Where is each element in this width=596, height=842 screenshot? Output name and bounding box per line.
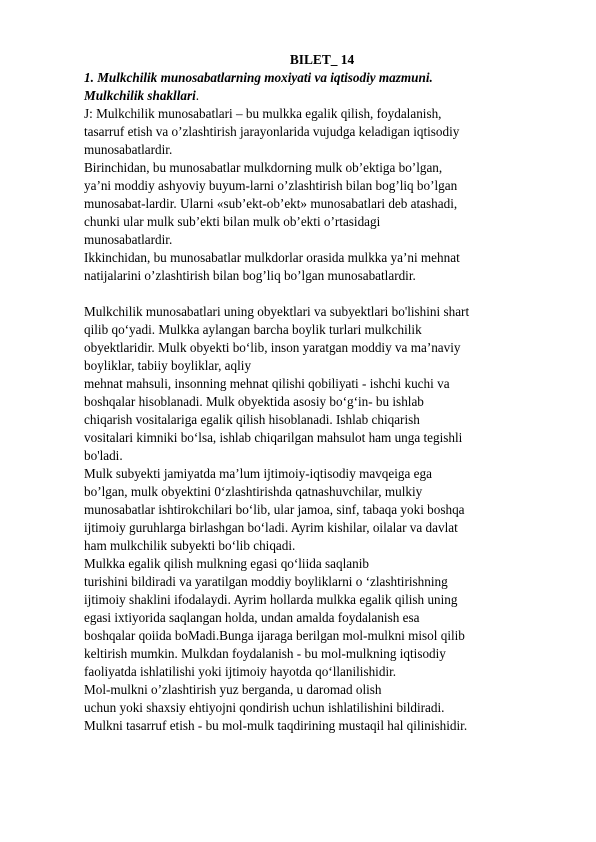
text-line: Mulkchilik munosabatlari uning obyektlari va subyektlari bo'lishini shart <box>84 304 470 319</box>
answer-paragraph-2 <box>84 303 560 735</box>
text-line: munosabatlar ishtirokchilari bo‘lib, ular jamoa, sinf, tabaqa yoki boshqa <box>84 502 465 517</box>
text-line: tasarruf etish va o’zlashtirish jarayonlarida vujudga keladigan iqtisodiy <box>84 124 460 139</box>
text-line: turishini bildiradi va yaratilgan moddiy boyliklarni o ‘zlashtirishning <box>84 574 448 589</box>
text-line: Birinchidan, bu munosabatlar mulkdorning mulk ob’ektiga bo’lgan, <box>84 160 443 175</box>
question-heading-line-2-text: Mulkchilik shakllari <box>84 88 196 103</box>
question-heading-line-1: 1. Mulkchilik munosabatlarning moxiyati va iqtisodiy mazmuni. <box>84 70 433 85</box>
text-line: keltirish mumkin. Mulkdan foydalanish - bu mol-mulkning iqtisodiy <box>84 646 446 661</box>
paragraph-gap <box>84 285 560 303</box>
text-line: chiqarish vositalariga egalik qilish hisoblanadi. Ishlab chiqarish <box>84 412 420 427</box>
text-line: munosabat-lardir. Ularni «sub’ekt-ob’ekt» munosabatlari deb atashadi, <box>84 196 458 211</box>
text-line: Mulkni tasarruf etish - bu mol-mulk taqdirining mustaqil hal qilinishidir. <box>84 718 468 733</box>
text-line: vositalari kimniki bo‘lsa, ishlab chiqarilgan mahsulot ham unga tegishli <box>84 430 463 445</box>
text-line: Mulkka egalik qilish mulkning egasi qo‘liida saqlanib <box>84 556 369 571</box>
text-line: boshqalar hisoblanadi. Mulk obyektida asosiy bo‘g‘in- bu ishlab <box>84 394 424 409</box>
ticket-title: BILET_ 14 <box>289 52 355 67</box>
text-line: Ikkinchidan, bu munosabatlar mulkdorlar orasida mulkka ya’ni mehnat <box>84 250 460 265</box>
text-line: uchun yoki shaxsiy ehtiyojni qondirish uchun ishlatilishini bildiradi. <box>84 700 445 715</box>
text-line: bo'ladi. <box>84 448 123 463</box>
text-line: ham mulkchilik subyekti bo‘lib chiqadi. <box>84 538 296 553</box>
text-line: boshqalar qoiida boMadi.Bunga ijaraga berilgan mol-mulkni misol qilib <box>84 628 465 643</box>
text-line: munosabatlardir. <box>84 142 173 157</box>
text-line: chunki ular mulk sub’ekti bilan mulk ob’ekti o’rtasidagi <box>84 214 381 229</box>
text-line: Mulk subyekti jamiyatda ma’lum ijtimoiy-iqtisodiy mavqeiga ega <box>84 466 432 481</box>
question-heading-line-2 <box>84 87 560 105</box>
question-heading <box>84 69 560 105</box>
text-line: Mol-mulkni o’zlashtirish yuz berganda, u daromad olish <box>84 682 382 697</box>
text-line: ijtimoiy shaklini ifodalaydi. Ayrim hollarda mulkka egalik qilish uning <box>84 592 458 607</box>
document-page <box>84 51 560 735</box>
text-line: natijalarini o’zlashtirish bilan bog’liq bo’lgan munosabatlardir. <box>84 268 416 283</box>
text-line: bo’lgan, mulk obyektini 0‘zlashtirishda qatnashuvchilar, mulkiy <box>84 484 423 499</box>
text-line: mehnat mahsuli, insonning mehnat qilishi qobiliyati - ishchi kuchi va <box>84 376 450 391</box>
text-line: ijtimoiy guruhlarga birlashgan bo‘ladi. Ayrim kishilar, oilalar va davlat <box>84 520 458 535</box>
text-line: ya’ni moddiy ashyoviy buyum-larni o’zlashtirish bilan bog’liq bo’lgan <box>84 178 458 193</box>
text-line: egasi ixtiyorida saqlangan holda, undan amalda foydalanish esa <box>84 610 420 625</box>
question-heading-line-2-tail: . <box>195 88 200 103</box>
text-line: faoliyatda ishlatilishi yoki ijtimoiy hayotda qo‘llanilishidir. <box>84 664 397 679</box>
text-line: obyektlaridir. Mulk obyekti bo‘lib, inson yaratgan moddiy va ma’naviy <box>84 340 461 355</box>
text-line: munosabatlardir. <box>84 232 173 247</box>
text-line: boyliklar, tabiiy boyliklar, aqliy <box>84 358 252 373</box>
text-line: J: Mulkchilik munosabatlari – bu mulkka egalik qilish, foydalanish, <box>84 106 442 121</box>
text-line: qilib qo‘yadi. Mulkka aylangan barcha boylik turlari mulkchilik <box>84 322 422 337</box>
answer-paragraph-1 <box>84 105 560 285</box>
